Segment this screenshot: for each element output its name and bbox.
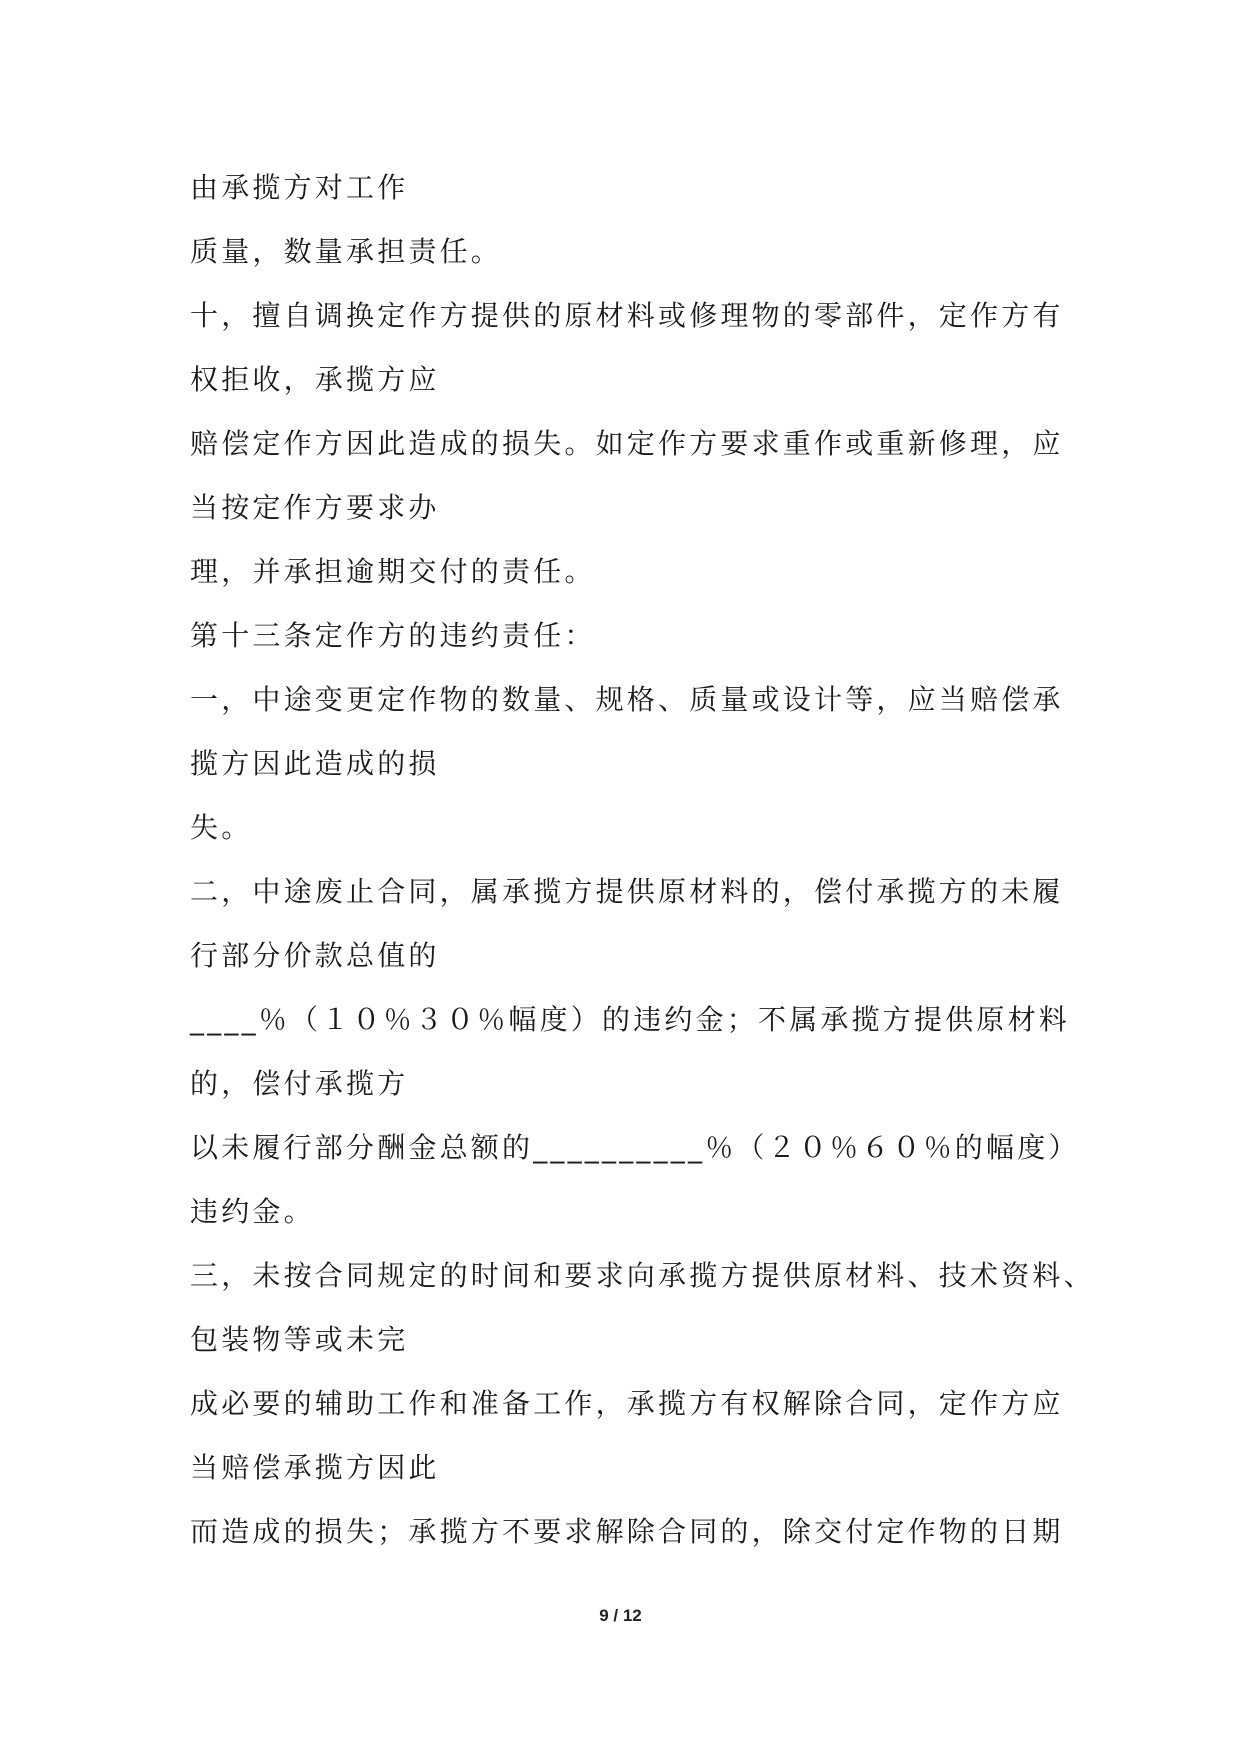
text-line: 而造成的损失；承揽方不要求解除合同的，除交付定作物的日期 — [190, 1515, 1064, 1548]
text-line: 失。 — [190, 811, 253, 844]
section-heading: 第十三条定作方的违约责任： — [190, 619, 596, 652]
text-line: ____％（１０％３０％幅度）的违约金；不属承揽方提供原材料 — [190, 1003, 1071, 1036]
page-number: 9 / 12 — [599, 1606, 642, 1625]
text-line: 行部分价款总值的 — [190, 939, 440, 972]
text-line: 二，中途废止合同，属承揽方提供原材料的，偿付承揽方的未履 — [190, 875, 1064, 908]
text-line: 当按定作方要求办 — [190, 491, 440, 524]
text-line: 权拒收，承揽方应 — [190, 363, 440, 396]
text-line: 理，并承担逾期交付的责任。 — [190, 555, 596, 588]
text-line: 一，中途变更定作物的数量、规格、质量或设计等，应当赔偿承 — [190, 683, 1064, 716]
text-line: 包装物等或未完 — [190, 1323, 409, 1356]
text-line: 违约金。 — [190, 1195, 315, 1228]
text-line: 三，未按合同规定的时间和要求向承揽方提供原材料、技术资料、 — [190, 1259, 1095, 1292]
text-line: 的，偿付承揽方 — [190, 1067, 409, 1100]
document-body — [190, 156, 1095, 1564]
text-line: 赔偿定作方因此造成的损失。如定作方要求重作或重新修理，应 — [190, 427, 1064, 460]
text-line: 以未履行部分酬金总额的__________％（２０％６０％的幅度） — [190, 1131, 1080, 1164]
text-line: 当赔偿承揽方因此 — [190, 1451, 440, 1484]
text-line: 质量，数量承担责任。 — [190, 235, 503, 268]
text-line: 揽方因此造成的损 — [190, 747, 440, 780]
text-line: 十，擅自调换定作方提供的原材料或修理物的零部件，定作方有 — [190, 299, 1064, 332]
text-line: 成必要的辅助工作和准备工作，承揽方有权解除合同，定作方应 — [190, 1387, 1064, 1420]
text-line: 由承揽方对工作 — [190, 171, 409, 204]
